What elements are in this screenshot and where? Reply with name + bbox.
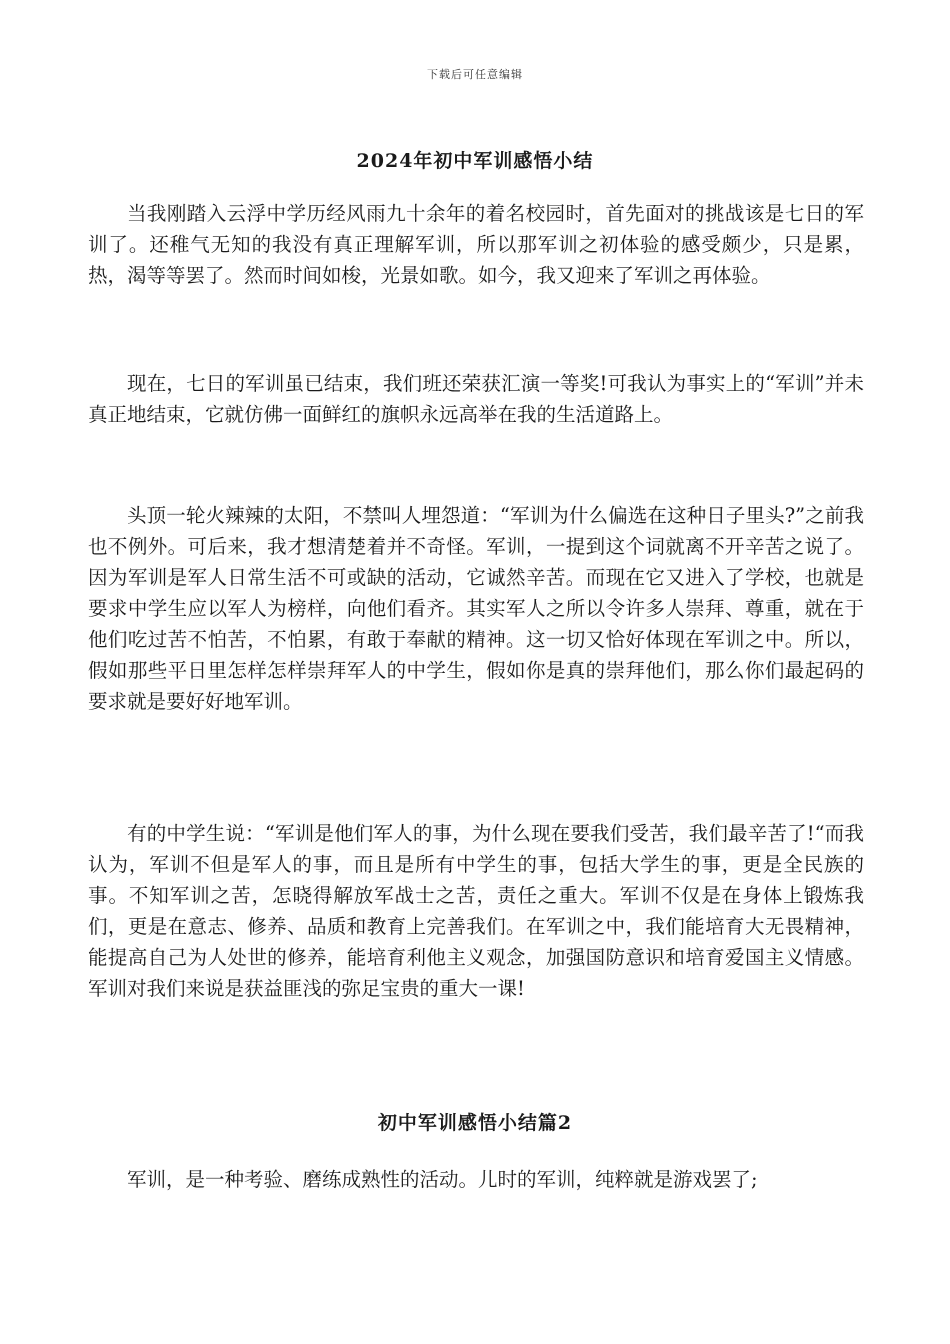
section-2-paragraph-1: 军训，是一种考验、磨练成熟性的活动。儿时的军训，纯粹就是游戏罢了;: [127, 1168, 758, 1191]
document-title: 2024年初中军训感悟小结: [356, 150, 594, 172]
header-note: 下载后可任意编辑: [427, 68, 523, 81]
paragraph-3: 头顶一轮火辣辣的太阳，不禁叫人埋怨道：“军训为什么偏选在这种日子里头?”之前我也不例外。可后来，我才想清楚着并不奇怪。军训，一提到这个词就离不开辛苦之说了。因为军训是军人日常生活不可或缺的活动，它诚然辛苦。而现在它又进入了学校，也就是要求中学生应以军人为榜样，向他们看齐。其实军人之所以令许多人崇拜、尊重，就在于他们吃过苦不怕苦，不怕累，有敢于奉献的精神。这一切又恰好体现在军训之中。所以，假如那些平日里怎样怎样崇拜军人的中学生，假如你是真的崇拜他们，那么你们最起码的要求就是要好好地军训。: [88, 504, 864, 713]
section-2-title: 初中军训感悟小结篇2: [377, 1112, 573, 1134]
paragraph-4: 有的中学生说：“军训是他们军人的事，为什么现在要我们受苦，我们最辛苦了!“而我认为，军训不但是军人的事，而且是所有中学生的事，包括大学生的事，更是全民族的事。不知军训之苦，怎晓得解放军战士之苦，责任之重大。军训不仅是在身体上锻炼我们，更是在意志、修养、品质和教育上完善我们。在军训之中，我们能培育大无畏精神，能提高自己为人处世的修养，能培育利他主义观念，加强国防意识和培育爱国主义情感。军训对我们来说是获益匪浅的弥足宝贵的重大一课!: [88, 822, 864, 1000]
paragraph-2: 现在，七日的军训虽已结束，我们班还荣获汇演一等奖!可我认为事实上的“军训”并未真正地结束，它就仿佛一面鲜红的旗帜永远高举在我的生活道路上。: [88, 372, 864, 426]
paragraph-1: 当我刚踏入云浮中学历经风雨九十余年的着名校园时，首先面对的挑战该是七日的军训了。还稚气无知的我没有真正理解军训，所以那军训之初体验的感受颇少，只是累，热，渴等等罢了。然而时间如梭，光景如歌。如今，我又迎来了军训之再体验。: [88, 202, 864, 287]
